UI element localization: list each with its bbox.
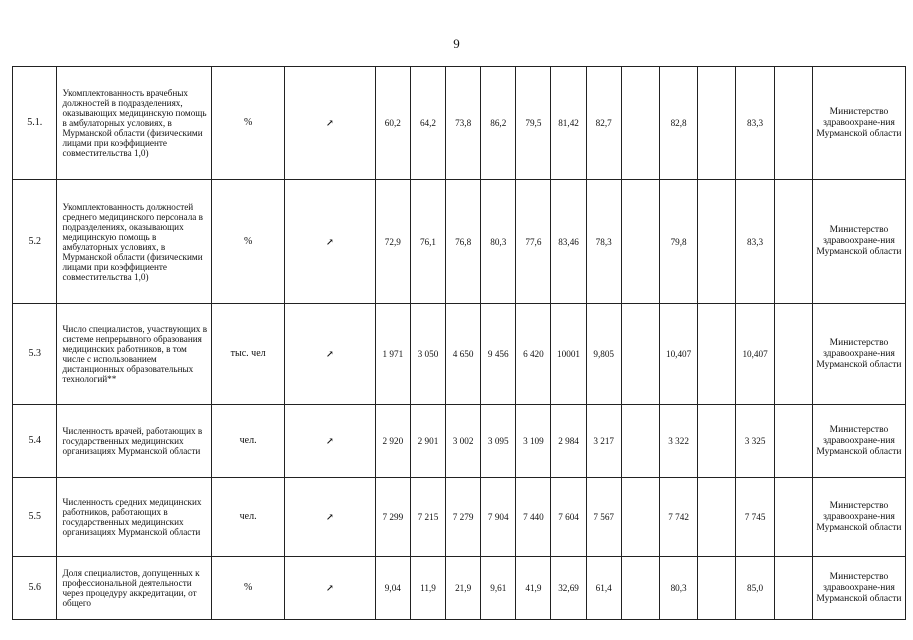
value-cell <box>774 405 812 478</box>
indicator-name: Укомплектованность врачебных должностей в подразделениях, оказывающих медицинскую помощь в амбулаторных условиях, в Мурманской области (физическими лицами при коэффициенте совместительства 1,0) <box>57 67 212 180</box>
value-cell <box>621 304 659 405</box>
page-number: 9 <box>453 36 460 51</box>
row-number: 5.2 <box>13 180 57 304</box>
value-cell: 7 299 <box>375 478 410 557</box>
unit-cell: чел. <box>212 478 284 557</box>
value-cell: 6 420 <box>516 304 551 405</box>
value-cell: 7 604 <box>551 478 586 557</box>
value-cell: 3 050 <box>410 304 445 405</box>
value-cell <box>774 478 812 557</box>
value-cell: 81,42 <box>551 67 586 180</box>
value-cell: 83,3 <box>736 180 774 304</box>
value-cell: 2 901 <box>410 405 445 478</box>
value-cell: 9,805 <box>586 304 621 405</box>
value-cell: 7 279 <box>446 478 481 557</box>
value-cell: 82,8 <box>659 67 697 180</box>
value-cell: 79,5 <box>516 67 551 180</box>
trend-arrow-icon: ↗ <box>284 405 375 478</box>
value-cell: 11,9 <box>410 557 445 620</box>
value-cell: 78,3 <box>586 180 621 304</box>
value-cell: 7 745 <box>736 478 774 557</box>
indicator-name: Численность врачей, работающих в государственных медицинских организациях Мурманской области <box>57 405 212 478</box>
responsible-org: Министерство здравоохране-ния Мурманской области <box>812 180 905 304</box>
value-cell <box>698 304 736 405</box>
value-cell: 32,69 <box>551 557 586 620</box>
value-cell <box>621 67 659 180</box>
trend-arrow-icon: ↗ <box>284 180 375 304</box>
value-cell: 10,407 <box>736 304 774 405</box>
value-cell <box>698 67 736 180</box>
value-cell: 41,9 <box>516 557 551 620</box>
responsible-org: Министерство здравоохране-ния Мурманской области <box>812 405 905 478</box>
value-cell: 77,6 <box>516 180 551 304</box>
trend-arrow-icon: ↗ <box>284 557 375 620</box>
value-cell: 3 325 <box>736 405 774 478</box>
indicator-name: Доля специалистов, допущенных к профессиональной деятельности через процедуру аккредитации, от общего <box>57 557 212 620</box>
value-cell <box>621 557 659 620</box>
value-cell: 4 650 <box>446 304 481 405</box>
responsible-org: Министерство здравоохране-ния Мурманской области <box>812 557 905 620</box>
value-cell: 61,4 <box>586 557 621 620</box>
table-row <box>13 304 906 405</box>
value-cell: 10,407 <box>659 304 697 405</box>
value-cell <box>698 478 736 557</box>
responsible-org: Министерство здравоохране-ния Мурманской области <box>812 304 905 405</box>
value-cell <box>774 67 812 180</box>
value-cell: 3 109 <box>516 405 551 478</box>
value-cell: 9 456 <box>481 304 516 405</box>
indicator-name: Укомплектованность должностей среднего медицинского персонала в подразделениях, оказывающих медицинскую помощь в амбулаторных условиях, в Мурманской области (физическими лицами при коэффициенте совместительства 1,0) <box>57 180 212 304</box>
value-cell: 2 984 <box>551 405 586 478</box>
indicators-table <box>12 66 906 620</box>
value-cell: 7 904 <box>481 478 516 557</box>
row-number: 5.6 <box>13 557 57 620</box>
trend-arrow-icon: ↗ <box>284 478 375 557</box>
value-cell: 79,8 <box>659 180 697 304</box>
value-cell: 73,8 <box>446 67 481 180</box>
value-cell: 7 567 <box>586 478 621 557</box>
value-cell <box>698 405 736 478</box>
value-cell: 72,9 <box>375 180 410 304</box>
value-cell: 7 215 <box>410 478 445 557</box>
responsible-org: Министерство здравоохране-ния Мурманской области <box>812 478 905 557</box>
value-cell: 2 920 <box>375 405 410 478</box>
value-cell: 82,7 <box>586 67 621 180</box>
unit-cell: тыс. чел <box>212 304 284 405</box>
trend-arrow-icon: ↗ <box>284 304 375 405</box>
row-number: 5.5 <box>13 478 57 557</box>
value-cell: 80,3 <box>481 180 516 304</box>
row-number: 5.4 <box>13 405 57 478</box>
row-number: 5.1. <box>13 67 57 180</box>
value-cell: 7 440 <box>516 478 551 557</box>
value-cell <box>774 304 812 405</box>
value-cell: 76,1 <box>410 180 445 304</box>
value-cell: 86,2 <box>481 67 516 180</box>
table-row <box>13 405 906 478</box>
value-cell: 21,9 <box>446 557 481 620</box>
value-cell <box>774 180 812 304</box>
value-cell: 3 217 <box>586 405 621 478</box>
value-cell: 76,8 <box>446 180 481 304</box>
value-cell: 1 971 <box>375 304 410 405</box>
value-cell <box>621 180 659 304</box>
value-cell: 9,04 <box>375 557 410 620</box>
value-cell <box>698 180 736 304</box>
value-cell: 83,46 <box>551 180 586 304</box>
table-row <box>13 67 906 180</box>
table-row <box>13 478 906 557</box>
indicator-name: Число специалистов, участвующих в системе непрерывного образования медицинских работников, в том числе с использованием дистанционных образовательных технологий** <box>57 304 212 405</box>
value-cell <box>621 478 659 557</box>
unit-cell: % <box>212 557 284 620</box>
value-cell: 80,3 <box>659 557 697 620</box>
value-cell: 85,0 <box>736 557 774 620</box>
value-cell: 3 322 <box>659 405 697 478</box>
row-number: 5.3 <box>13 304 57 405</box>
value-cell: 83,3 <box>736 67 774 180</box>
value-cell: 3 095 <box>481 405 516 478</box>
value-cell: 9,61 <box>481 557 516 620</box>
value-cell <box>774 557 812 620</box>
indicator-name: Численность средних медицинских работников, работающих в государственных медицинских организациях Мурманской области <box>57 478 212 557</box>
value-cell: 7 742 <box>659 478 697 557</box>
value-cell <box>621 405 659 478</box>
table-row <box>13 557 906 620</box>
unit-cell: чел. <box>212 405 284 478</box>
responsible-org: Министерство здравоохране-ния Мурманской области <box>812 67 905 180</box>
value-cell: 60,2 <box>375 67 410 180</box>
table-row <box>13 180 906 304</box>
unit-cell: % <box>212 180 284 304</box>
trend-arrow-icon: ↗ <box>284 67 375 180</box>
value-cell <box>698 557 736 620</box>
value-cell: 3 002 <box>446 405 481 478</box>
unit-cell: % <box>212 67 284 180</box>
value-cell: 64,2 <box>410 67 445 180</box>
value-cell: 10001 <box>551 304 586 405</box>
